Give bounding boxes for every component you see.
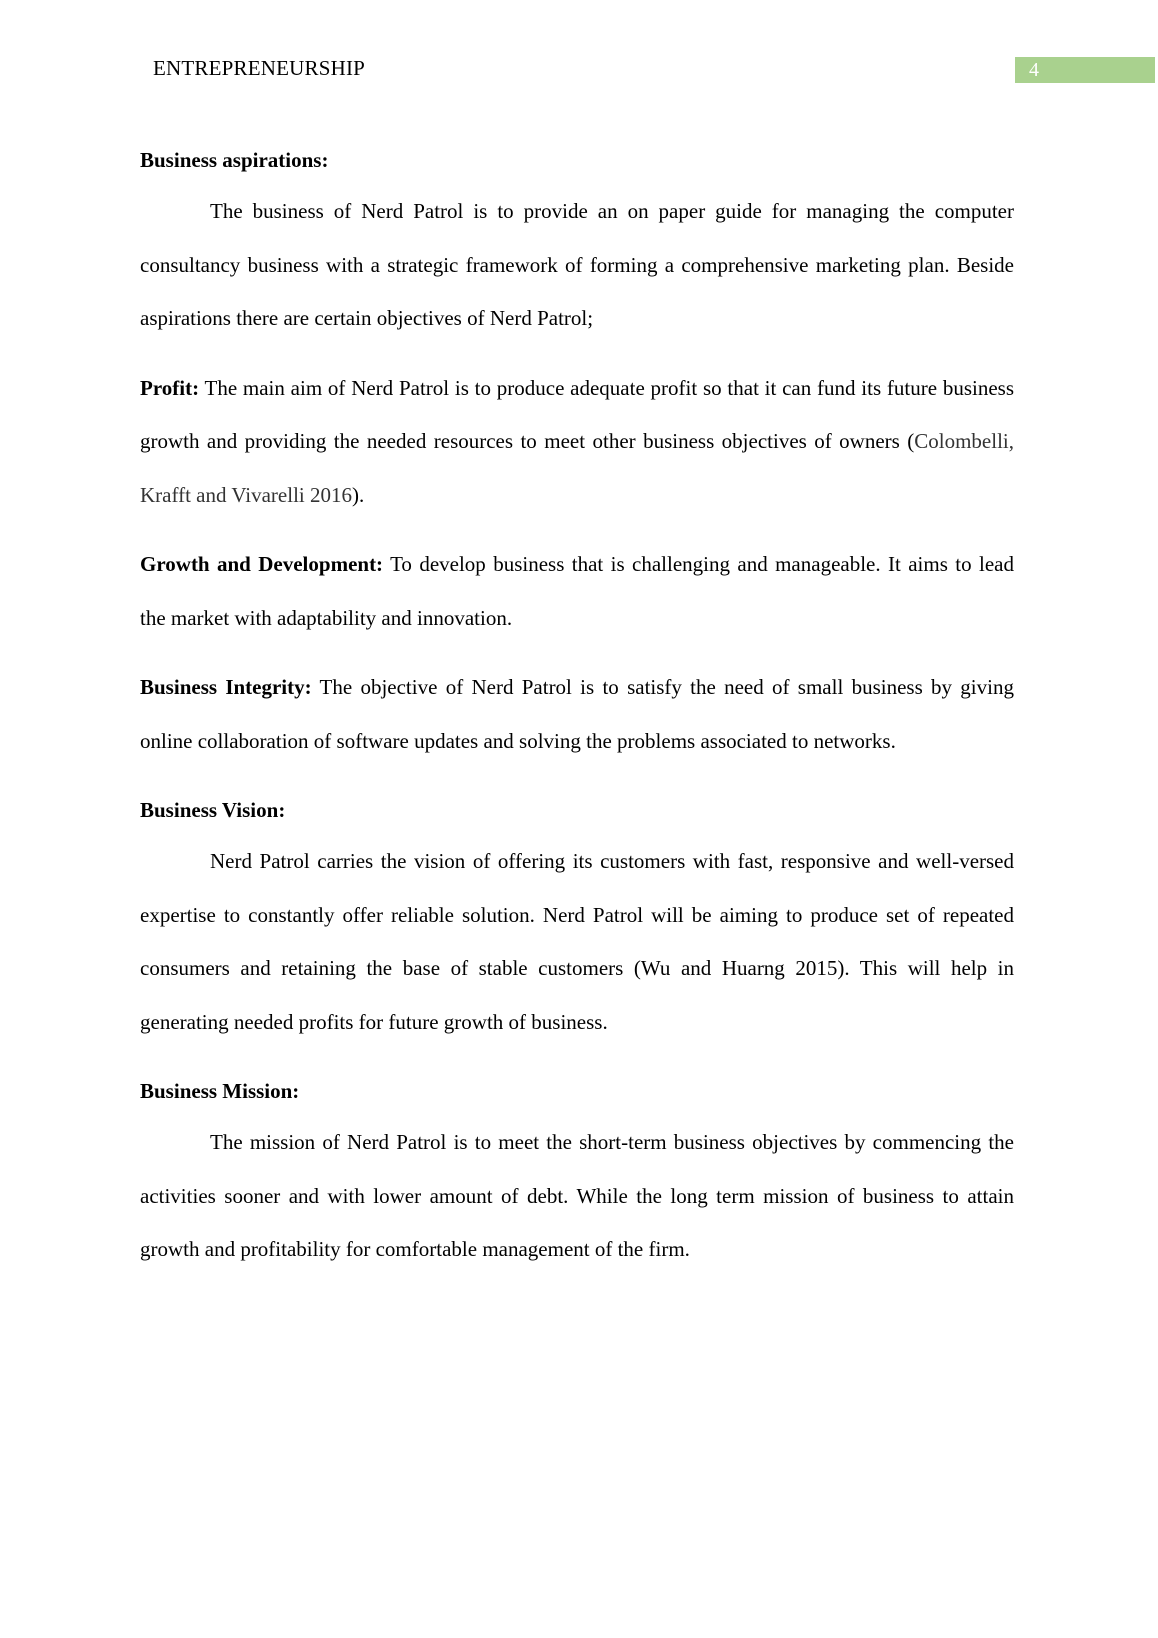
profit-citation: Colombelli, Krafft and Vivarelli 2016 <box>140 429 1014 507</box>
paragraph-aspirations: The business of Nerd Patrol is to provide an on paper guide for managing the computer consultancy business with a strategic framework of forming a comprehensive marketing plan. Beside aspirations there are certain objectives of Nerd Patrol; <box>140 199 1014 330</box>
paragraph-profit <box>140 362 1014 523</box>
integrity-body: The objective of Nerd Patrol is to satisfy the need of small business by giving online collaboration of software updates and solving the problems associated to networks. <box>140 675 1014 753</box>
paragraph-integrity <box>140 661 1014 768</box>
paragraph-growth <box>140 538 1014 645</box>
section-heading-aspirations: Business aspirations: <box>140 148 329 172</box>
paragraph-vision: Nerd Patrol carries the vision of offering its customers with fast, responsive and well-versed expertise to constantly offer reliable solution. Nerd Patrol will be aiming to produce set of repeated consumers and retaining the base of stable customers (Wu and Huarng 2015). This will help in generating needed profits for future growth of business. <box>140 849 1014 1034</box>
profit-tail: ). <box>352 482 365 507</box>
section-heading-vision: Business Vision: <box>140 798 286 822</box>
paragraph-mission: The mission of Nerd Patrol is to meet the short-term business objectives by commencing the activities sooner and with lower amount of debt. While the long term mission of business to attain growth and profitability for comfortable management of the firm. <box>140 1130 1014 1261</box>
growth-lead: Growth and Development: <box>140 552 384 576</box>
integrity-lead: Business Integrity: <box>140 675 312 699</box>
page-number: 4 <box>1029 59 1039 81</box>
profit-lead: Profit: <box>140 375 200 400</box>
growth-body: To develop business that is challenging and manageable. It aims to lead the market with adaptability and innovation. <box>140 552 1014 630</box>
section-heading-mission: Business Mission: <box>140 1079 300 1103</box>
page-number-badge <box>1015 57 1155 83</box>
profit-body: The main aim of Nerd Patrol is to produce adequate profit so that it can fund its future business growth and providing the needed resources to meet other business objectives of owners ( <box>140 375 1014 453</box>
document-body <box>140 134 1014 1277</box>
running-header-title: ENTREPRENEURSHIP <box>153 56 366 80</box>
